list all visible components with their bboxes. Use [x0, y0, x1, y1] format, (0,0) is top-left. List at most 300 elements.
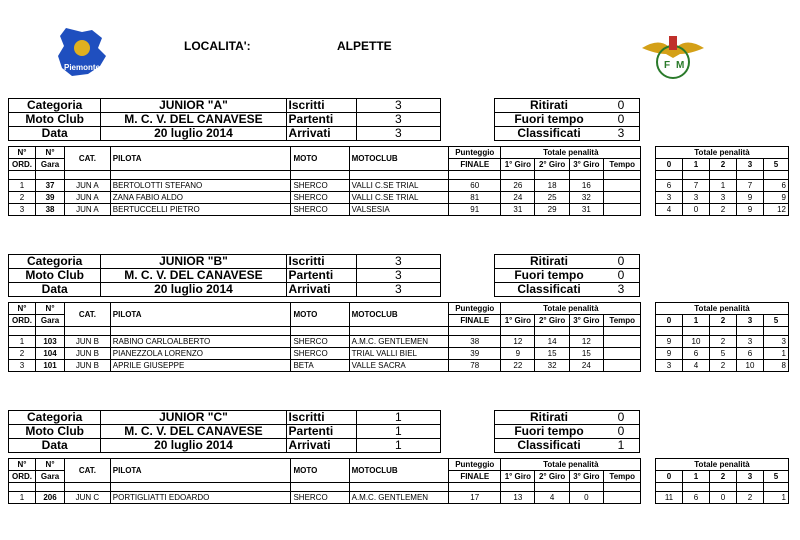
- partenti-label: Partenti: [286, 269, 356, 283]
- moto-cell: SHERCO: [291, 180, 349, 192]
- svg-text:M: M: [676, 60, 685, 71]
- col-header-cat: CAT.: [65, 303, 111, 327]
- penalty-p1-cell: 4: [682, 360, 709, 372]
- penalty-p3-cell: 10: [736, 360, 763, 372]
- categoria-label: Categoria: [9, 99, 101, 113]
- category-summary-table: [8, 254, 441, 297]
- gap-cell: [655, 171, 682, 180]
- ord-cell: 3: [9, 360, 36, 372]
- tempo-cell: [604, 360, 641, 372]
- col-header-totale-penalita: Totale penalità: [501, 459, 641, 471]
- gap-cell: [449, 483, 501, 492]
- iscritti-label: Iscritti: [286, 255, 356, 269]
- col-header-giro-3: 3° Giro: [569, 471, 603, 483]
- col-header-giro-3: 3° Giro: [569, 315, 603, 327]
- col-header-tempo: Tempo: [604, 159, 641, 171]
- finale-cell: 91: [449, 204, 501, 216]
- spacer-cell: [641, 192, 656, 204]
- localita-value: ALPETTE: [337, 39, 392, 53]
- category-section: [0, 254, 800, 384]
- gara-cell: 101: [36, 360, 65, 372]
- col-header-finale: FINALE: [449, 315, 501, 327]
- gap-cell: [535, 483, 569, 492]
- categoria-value: JUNIOR "A": [101, 99, 286, 113]
- penalty-p5-cell: 6: [763, 180, 788, 192]
- table-row: [9, 492, 789, 504]
- fuori-tempo-label: Fuori tempo: [495, 425, 604, 439]
- penalty-p1-cell: 0: [682, 204, 709, 216]
- svg-text:Piemonte: Piemonte: [63, 63, 101, 72]
- giro-1-cell: 31: [501, 204, 535, 216]
- giro-1-cell: 9: [501, 348, 535, 360]
- penalty-p5-cell: 12: [763, 204, 788, 216]
- arrivati-label: Arrivati: [286, 283, 356, 297]
- gap-cell: [655, 327, 682, 336]
- tempo-cell: [604, 348, 641, 360]
- spacer-cell: [641, 204, 656, 216]
- penalty-p2-cell: 2: [709, 336, 736, 348]
- moto-cell: SHERCO: [291, 348, 349, 360]
- fuori-tempo-value: 0: [603, 425, 640, 439]
- iscritti-value: 1: [356, 411, 440, 425]
- col-header-n: N°: [9, 147, 36, 159]
- gap-cell: [349, 171, 449, 180]
- col-header-punteggio: Punteggio: [449, 147, 501, 159]
- tempo-cell: [604, 204, 641, 216]
- col-header-giro-1: 1° Giro: [501, 159, 535, 171]
- arrivati-label: Arrivati: [286, 127, 356, 141]
- svg-text:F: F: [664, 60, 671, 71]
- penalty-p2-cell: 0: [709, 492, 736, 504]
- finale-cell: 81: [449, 192, 501, 204]
- giro-3-cell: 24: [569, 360, 603, 372]
- col-header-motoclub: MOTOCLUB: [349, 147, 449, 171]
- moto-club-label: Moto Club: [9, 269, 101, 283]
- tempo-cell: [604, 192, 641, 204]
- moto-cell: SHERCO: [291, 336, 349, 348]
- pilota-cell: RABINO CARLOALBERTO: [110, 336, 291, 348]
- penalty-p3-cell: 9: [736, 204, 763, 216]
- penalty-p0-cell: 9: [655, 336, 682, 348]
- col-header-n2: N°: [36, 147, 65, 159]
- gap-cell: [36, 171, 65, 180]
- gap-cell: [501, 327, 535, 336]
- gap-cell: [604, 327, 641, 336]
- col-header-moto: MOTO: [291, 147, 349, 171]
- data-value: 20 luglio 2014: [101, 439, 286, 453]
- partenti-value: 3: [356, 113, 440, 127]
- gara-cell: 38: [36, 204, 65, 216]
- gap-cell: [501, 171, 535, 180]
- gap-cell: [110, 171, 291, 180]
- giro-2-cell: 32: [535, 360, 569, 372]
- col-header-ord: ORD.: [9, 315, 36, 327]
- col-header-moto: MOTO: [291, 303, 349, 327]
- motoclub-cell: A.M.C. GENTLEMEN: [349, 492, 449, 504]
- penalty-p3-cell: 6: [736, 348, 763, 360]
- spacer-cell: [641, 180, 656, 192]
- gap-cell: [709, 483, 736, 492]
- spacer-cell: [641, 303, 656, 327]
- fmi-logo: [640, 28, 706, 82]
- col-header-penalty-p1: 1: [682, 159, 709, 171]
- pilota-cell: APRILE GIUSEPPE: [110, 360, 291, 372]
- col-header-cat: CAT.: [65, 459, 111, 483]
- partenti-value: 1: [356, 425, 440, 439]
- col-header-totale-penalita: Totale penalità: [501, 147, 641, 159]
- giro-1-cell: 24: [501, 192, 535, 204]
- penalty-p3-cell: 2: [736, 492, 763, 504]
- col-header-penalty-p5: 5: [763, 315, 788, 327]
- ritirati-label: Ritirati: [495, 255, 604, 269]
- col-header-giro-1: 1° Giro: [501, 471, 535, 483]
- classificati-value: 3: [603, 127, 640, 141]
- col-header-gara: Gara: [36, 471, 65, 483]
- penalty-p2-cell: 2: [709, 360, 736, 372]
- col-header-motoclub: MOTOCLUB: [349, 459, 449, 483]
- penalty-p3-cell: 9: [736, 192, 763, 204]
- fuori-tempo-label: Fuori tempo: [495, 113, 604, 127]
- gap-cell: [763, 483, 788, 492]
- col-header-penalty-p3: 3: [736, 159, 763, 171]
- ord-cell: 2: [9, 348, 36, 360]
- penalty-p2-cell: 1: [709, 180, 736, 192]
- gap-cell: [449, 171, 501, 180]
- col-header-penalty-p3: 3: [736, 315, 763, 327]
- giro-3-cell: 16: [569, 180, 603, 192]
- categoria-value: JUNIOR "C": [101, 411, 286, 425]
- col-header-totale-penalita-2: Totale penalità: [655, 459, 788, 471]
- col-header-totale-penalita: Totale penalità: [501, 303, 641, 315]
- pilota-cell: PIANEZZOLA LORENZO: [110, 348, 291, 360]
- data-value: 20 luglio 2014: [101, 127, 286, 141]
- classificati-label: Classificati: [495, 439, 604, 453]
- col-header-motoclub: MOTOCLUB: [349, 303, 449, 327]
- outcome-summary-table: [494, 410, 640, 453]
- arrivati-label: Arrivati: [286, 439, 356, 453]
- gap-cell: [641, 483, 656, 492]
- outcome-summary-table: [494, 254, 640, 297]
- finale-cell: 60: [449, 180, 501, 192]
- pilota-cell: BERTOLOTTI STEFANO: [110, 180, 291, 192]
- col-header-ord: ORD.: [9, 471, 36, 483]
- data-label: Data: [9, 439, 101, 453]
- col-header-n2: N°: [36, 459, 65, 471]
- gap-cell: [736, 483, 763, 492]
- pilota-cell: PORTIGLIATTI EDOARDO: [110, 492, 291, 504]
- piemonte-logo: [52, 26, 114, 80]
- moto-club-value: M. C. V. DEL CANAVESE: [101, 425, 286, 439]
- gap-cell: [65, 171, 111, 180]
- gap-cell: [449, 327, 501, 336]
- col-header-finale: FINALE: [449, 471, 501, 483]
- results-table: [8, 458, 789, 504]
- ritirati-value: 0: [603, 99, 640, 113]
- col-header-penalty-p2: 2: [709, 159, 736, 171]
- fuori-tempo-value: 0: [603, 113, 640, 127]
- gap-cell: [569, 483, 603, 492]
- classificati-value: 3: [603, 283, 640, 297]
- table-row: [9, 180, 789, 192]
- col-header-giro-2: 2° Giro: [535, 471, 569, 483]
- motoclub-cell: VALSESIA: [349, 204, 449, 216]
- cat-cell: JUN B: [65, 336, 111, 348]
- col-header-giro-2: 2° Giro: [535, 315, 569, 327]
- spacer-cell: [641, 492, 656, 504]
- giro-2-cell: 4: [535, 492, 569, 504]
- giro-3-cell: 15: [569, 348, 603, 360]
- table-row: [9, 348, 789, 360]
- gara-cell: 103: [36, 336, 65, 348]
- gap-cell: [65, 483, 111, 492]
- col-header-ord: ORD.: [9, 159, 36, 171]
- gap-cell: [9, 327, 36, 336]
- moto-cell: BETA: [291, 360, 349, 372]
- data-value: 20 luglio 2014: [101, 283, 286, 297]
- gap-cell: [9, 483, 36, 492]
- gap-cell: [65, 327, 111, 336]
- cat-cell: JUN C: [65, 492, 111, 504]
- ord-cell: 3: [9, 204, 36, 216]
- gap-cell: [709, 171, 736, 180]
- gara-cell: 37: [36, 180, 65, 192]
- col-header-gara: Gara: [36, 315, 65, 327]
- spacer-cell: [641, 147, 656, 171]
- partenti-label: Partenti: [286, 425, 356, 439]
- penalty-p1-cell: 10: [682, 336, 709, 348]
- classificati-label: Classificati: [495, 127, 604, 141]
- col-header-giro-2: 2° Giro: [535, 159, 569, 171]
- gap-cell: [763, 327, 788, 336]
- col-header-pilota: PILOTA: [110, 303, 291, 327]
- gap-cell: [604, 171, 641, 180]
- motoclub-cell: VALLI C.SE TRIAL: [349, 192, 449, 204]
- gap-cell: [291, 171, 349, 180]
- gap-cell: [349, 483, 449, 492]
- table-row: [9, 360, 789, 372]
- iscritti-value: 3: [356, 255, 440, 269]
- penalty-p1-cell: 3: [682, 192, 709, 204]
- col-header-pilota: PILOTA: [110, 147, 291, 171]
- data-label: Data: [9, 283, 101, 297]
- giro-2-cell: 29: [535, 204, 569, 216]
- giro-3-cell: 31: [569, 204, 603, 216]
- col-header-n: N°: [9, 303, 36, 315]
- ord-cell: 2: [9, 192, 36, 204]
- penalty-p2-cell: 2: [709, 204, 736, 216]
- giro-1-cell: 22: [501, 360, 535, 372]
- penalty-p1-cell: 6: [682, 348, 709, 360]
- giro-1-cell: 26: [501, 180, 535, 192]
- categoria-label: Categoria: [9, 255, 101, 269]
- penalty-p3-cell: 3: [736, 336, 763, 348]
- col-header-penalty-p0: 0: [655, 471, 682, 483]
- col-header-penalty-p2: 2: [709, 315, 736, 327]
- penalty-p0-cell: 3: [655, 192, 682, 204]
- results-table: [8, 302, 789, 372]
- gap-cell: [641, 171, 656, 180]
- gap-cell: [501, 483, 535, 492]
- fuori-tempo-value: 0: [603, 269, 640, 283]
- gap-cell: [36, 327, 65, 336]
- penalty-p5-cell: 9: [763, 192, 788, 204]
- motoclub-cell: A.M.C. GENTLEMEN: [349, 336, 449, 348]
- gap-cell: [604, 483, 641, 492]
- gap-cell: [349, 327, 449, 336]
- gap-cell: [763, 171, 788, 180]
- category-summary-table: [8, 410, 441, 453]
- penalty-p0-cell: 3: [655, 360, 682, 372]
- col-header-penalty-p2: 2: [709, 471, 736, 483]
- finale-cell: 38: [449, 336, 501, 348]
- giro-2-cell: 18: [535, 180, 569, 192]
- spacer-cell: [641, 459, 656, 483]
- giro-3-cell: 12: [569, 336, 603, 348]
- col-header-penalty-p5: 5: [763, 159, 788, 171]
- col-header-pilota: PILOTA: [110, 459, 291, 483]
- moto-club-value: M. C. V. DEL CANAVESE: [101, 113, 286, 127]
- gara-cell: 206: [36, 492, 65, 504]
- category-section: [0, 410, 800, 540]
- tempo-cell: [604, 336, 641, 348]
- gap-cell: [682, 327, 709, 336]
- classificati-value: 1: [603, 439, 640, 453]
- penalty-p0-cell: 11: [655, 492, 682, 504]
- col-header-penalty-p0: 0: [655, 315, 682, 327]
- col-header-penalty-p3: 3: [736, 471, 763, 483]
- col-header-punteggio: Punteggio: [449, 459, 501, 471]
- penalty-p1-cell: 6: [682, 492, 709, 504]
- col-header-punteggio: Punteggio: [449, 303, 501, 315]
- cat-cell: JUN A: [65, 180, 111, 192]
- table-row: [9, 336, 789, 348]
- gap-cell: [569, 171, 603, 180]
- arrivati-value: 1: [356, 439, 440, 453]
- ord-cell: 1: [9, 492, 36, 504]
- tempo-cell: [604, 180, 641, 192]
- gap-cell: [709, 327, 736, 336]
- col-header-gara: Gara: [36, 159, 65, 171]
- gap-cell: [641, 327, 656, 336]
- iscritti-value: 3: [356, 99, 440, 113]
- penalty-p5-cell: 1: [763, 348, 788, 360]
- gap-cell: [569, 327, 603, 336]
- gara-cell: 104: [36, 348, 65, 360]
- moto-club-value: M. C. V. DEL CANAVESE: [101, 269, 286, 283]
- col-header-totale-penalita-2: Totale penalità: [655, 303, 788, 315]
- col-header-n: N°: [9, 459, 36, 471]
- gap-cell: [736, 327, 763, 336]
- penalty-p2-cell: 3: [709, 192, 736, 204]
- motoclub-cell: TRIAL VALLI BIEL: [349, 348, 449, 360]
- ritirati-label: Ritirati: [495, 99, 604, 113]
- gap-cell: [291, 483, 349, 492]
- gap-cell: [110, 327, 291, 336]
- moto-cell: SHERCO: [291, 204, 349, 216]
- giro-3-cell: 0: [569, 492, 603, 504]
- tempo-cell: [604, 492, 641, 504]
- col-header-tempo: Tempo: [604, 315, 641, 327]
- penalty-p0-cell: 9: [655, 348, 682, 360]
- spacer-cell: [641, 360, 656, 372]
- moto-cell: SHERCO: [291, 492, 349, 504]
- ord-cell: 1: [9, 336, 36, 348]
- penalty-p0-cell: 4: [655, 204, 682, 216]
- spacer-cell: [641, 348, 656, 360]
- pilota-cell: BERTUCCELLI PIETRO: [110, 204, 291, 216]
- gap-cell: [655, 483, 682, 492]
- categoria-label: Categoria: [9, 411, 101, 425]
- finale-cell: 78: [449, 360, 501, 372]
- ritirati-value: 0: [603, 255, 640, 269]
- partenti-value: 3: [356, 269, 440, 283]
- giro-2-cell: 25: [535, 192, 569, 204]
- categoria-value: JUNIOR "B": [101, 255, 286, 269]
- category-summary-table: [8, 98, 441, 141]
- penalty-p2-cell: 5: [709, 348, 736, 360]
- gap-cell: [535, 171, 569, 180]
- gap-cell: [110, 483, 291, 492]
- ritirati-label: Ritirati: [495, 411, 604, 425]
- giro-2-cell: 15: [535, 348, 569, 360]
- giro-2-cell: 14: [535, 336, 569, 348]
- pilota-cell: ZANA FABIO ALDO: [110, 192, 291, 204]
- col-header-tempo: Tempo: [604, 471, 641, 483]
- col-header-giro-1: 1° Giro: [501, 315, 535, 327]
- motoclub-cell: VALLE SACRA: [349, 360, 449, 372]
- table-row: [9, 204, 789, 216]
- ord-cell: 1: [9, 180, 36, 192]
- gap-cell: [682, 171, 709, 180]
- finale-cell: 39: [449, 348, 501, 360]
- penalty-p0-cell: 6: [655, 180, 682, 192]
- iscritti-label: Iscritti: [286, 99, 356, 113]
- col-header-n2: N°: [36, 303, 65, 315]
- col-header-moto: MOTO: [291, 459, 349, 483]
- col-header-penalty-p0: 0: [655, 159, 682, 171]
- cat-cell: JUN A: [65, 192, 111, 204]
- arrivati-value: 3: [356, 127, 440, 141]
- col-header-totale-penalita-2: Totale penalità: [655, 147, 788, 159]
- spacer-cell: [641, 336, 656, 348]
- outcome-summary-table: [494, 98, 640, 141]
- fuori-tempo-label: Fuori tempo: [495, 269, 604, 283]
- data-label: Data: [9, 127, 101, 141]
- gap-cell: [36, 483, 65, 492]
- col-header-penalty-p5: 5: [763, 471, 788, 483]
- gap-cell: [682, 483, 709, 492]
- col-header-cat: CAT.: [65, 147, 111, 171]
- cat-cell: JUN A: [65, 204, 111, 216]
- category-section: [0, 98, 800, 228]
- ritirati-value: 0: [603, 411, 640, 425]
- giro-3-cell: 32: [569, 192, 603, 204]
- penalty-p3-cell: 7: [736, 180, 763, 192]
- cat-cell: JUN B: [65, 348, 111, 360]
- cat-cell: JUN B: [65, 360, 111, 372]
- col-header-giro-3: 3° Giro: [569, 159, 603, 171]
- penalty-p5-cell: 1: [763, 492, 788, 504]
- gap-cell: [9, 171, 36, 180]
- moto-club-label: Moto Club: [9, 113, 101, 127]
- col-header-finale: FINALE: [449, 159, 501, 171]
- gap-cell: [535, 327, 569, 336]
- arrivati-value: 3: [356, 283, 440, 297]
- localita-label: LOCALITA':: [184, 39, 251, 53]
- penalty-p5-cell: 8: [763, 360, 788, 372]
- iscritti-label: Iscritti: [286, 411, 356, 425]
- penalty-p5-cell: 3: [763, 336, 788, 348]
